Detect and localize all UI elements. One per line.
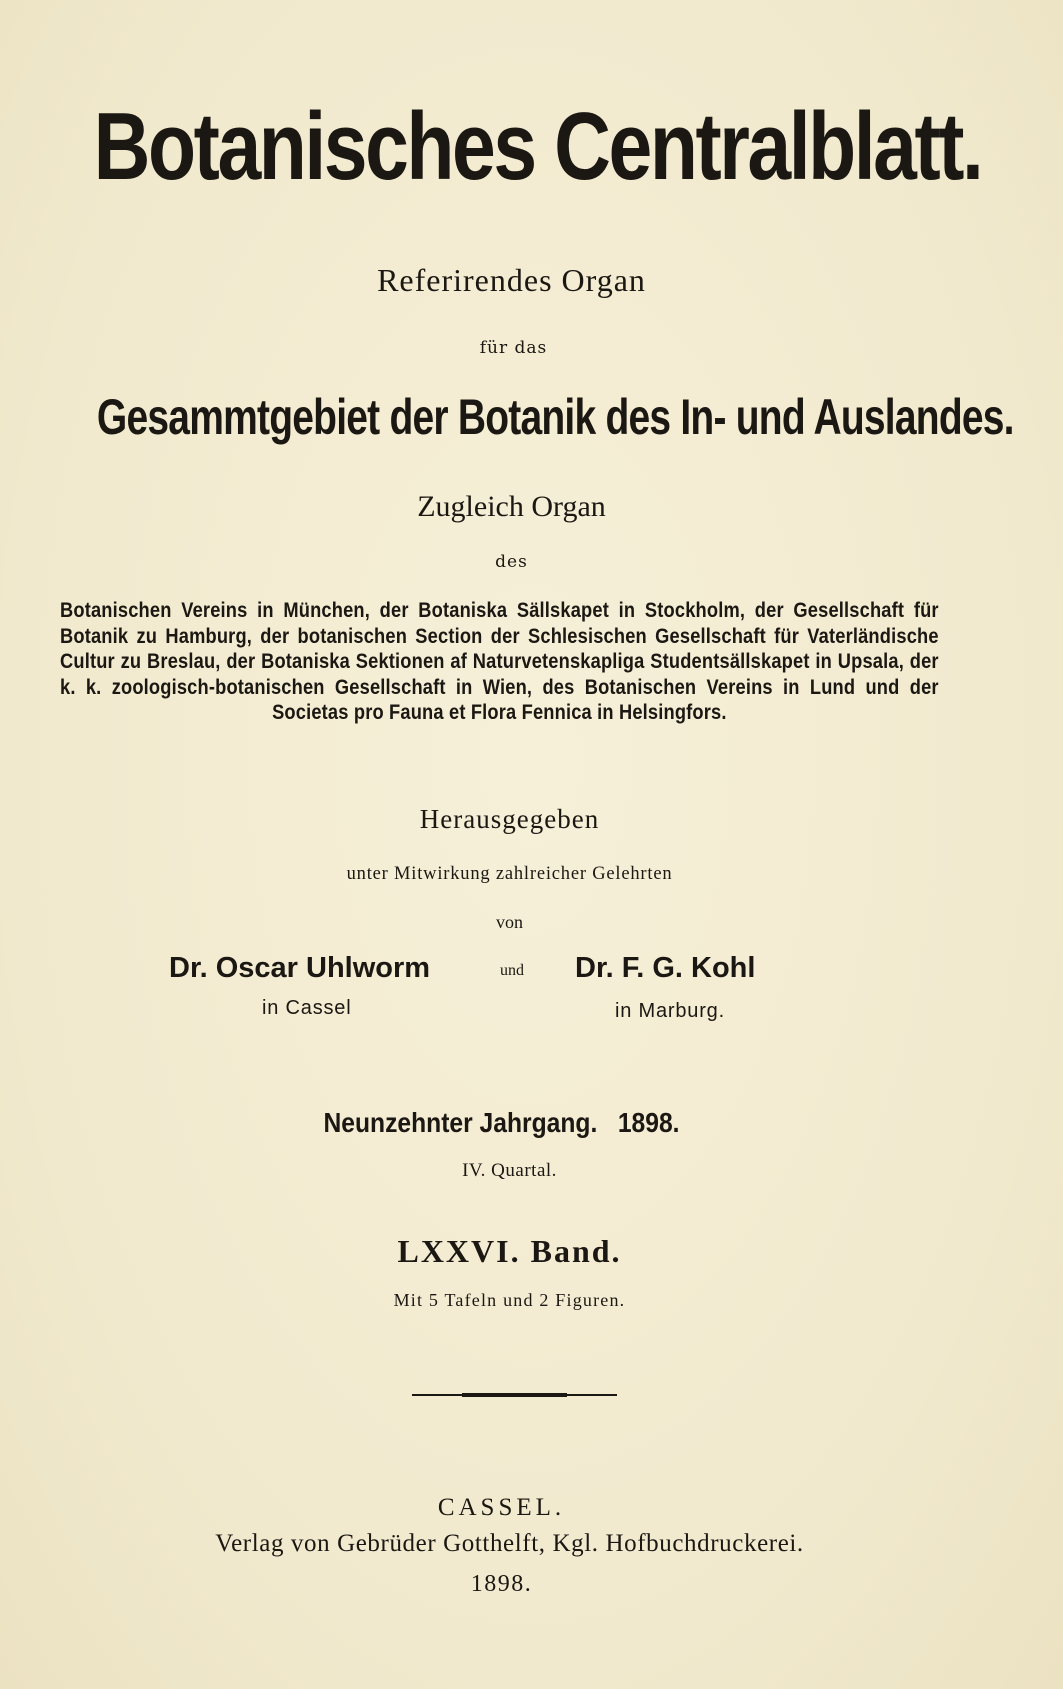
plates-line: Mit 5 Tafeln und 2 Figuren. [393,1290,626,1310]
und-connector: und [500,962,524,979]
fuer-das-line: für das [479,338,548,358]
des-line: des [495,552,528,572]
editor-name-1: Dr. Oscar Uhlworm [169,952,431,984]
publisher-city: CASSEL. [437,1494,566,1521]
mitwirkung-line: unter Mitwirkung zahlreicher Gelehrten [346,864,673,884]
editor-name-2: Dr. F. G. Kohl [575,952,756,984]
journal-title: Botanisches Centralblatt. [93,93,982,200]
editor-city-1: in Cassel [262,997,352,1019]
quarter-line: IV. Quartal. [462,1160,557,1181]
band-line: LXXVI. Band. [397,1233,622,1269]
publisher-line: Verlag von Gebrüder Gotthelft, Kgl. Hofbuchdruckerei. [215,1530,804,1557]
editor-city-2: in Marburg. [615,1000,725,1022]
herausgegeben-line: Herausgegeben [419,804,600,834]
volume-year: Neunzehnter Jahrgang. 1898. [323,1107,680,1138]
zugleich-organ-line: Zugleich Organ [417,490,606,523]
ornamental-rule [412,1393,617,1398]
societies-paragraph: Botanischen Vereins in München, der Botaniska Sällskapet in Stockholm, der Gesellschaft für Botanik zu Hamburg, der botanischen Section der Schlesischen Gesellschaft für Vaterländische Cultur zu Breslau, der Botaniska Sektionen af Naturvetenskapliga Studentsällskapet in Upsala, der k. k. zoologisch-botanischen Gesellschaft in Wien, des Botanischen Vereins in Lund und der Societas pro Fauna et Flora Fennica in Helsingfors. [60,599,939,724]
publication-year: 1898. [470,1571,533,1597]
subtitle: Referirendes Organ [377,262,646,298]
scope-heading: Gesammtgebiet der Botanik des In- und Auslandes. [96,389,1014,445]
von-line: von [496,912,523,932]
